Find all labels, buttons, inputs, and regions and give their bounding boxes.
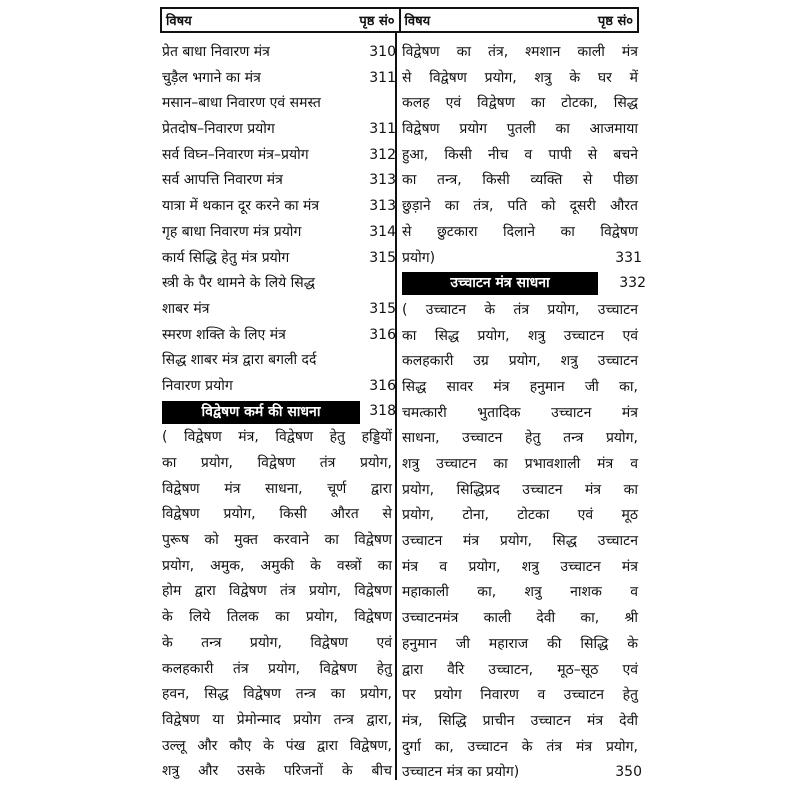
- index-entry: निवारण प्रयोग 316: [162, 377, 396, 394]
- index-entry: से विद्वेषण प्रयोग, शत्रु के घर में: [402, 69, 638, 86]
- header-subject-label: विषय: [166, 14, 192, 29]
- index-entry: सर्व आपत्ति निवारण मंत्र 313: [162, 172, 396, 189]
- index-entry: चुड़ैल भगाने का मंत्र 311: [162, 69, 396, 86]
- body-line: का सिद्ध प्रयोग, शत्रु उच्चाटन एवं: [402, 327, 638, 344]
- body-line: कलहकारी तंत्र प्रयोग, विद्वेषण हेतु: [162, 660, 392, 677]
- header-left: [162, 9, 401, 31]
- index-entry: हुआ, किसी नीच व पापी से बचने: [402, 146, 638, 163]
- body-line: सिद्ध सावर मंत्र हनुमान जी का,: [402, 378, 638, 395]
- table-header: [160, 7, 639, 33]
- body-line: महाकाली का, शत्रु नाशक व: [402, 584, 638, 601]
- body-line: शत्रु और उसके परिजनों के बीच: [162, 763, 392, 780]
- index-entry: मसान–बाधा निवारण एवं समस्त: [162, 95, 321, 112]
- body-line: कलहकारी उग्र प्रयोग, शत्रु उच्चाटन: [402, 353, 638, 370]
- body-line: ( विद्वेषण मंत्र, विद्वेषण हेतु हड्डियों: [162, 429, 392, 446]
- section-title-uchchatan: उच्चाटन मंत्र साधना: [402, 272, 598, 295]
- index-entry: का तन्त्र, किसी व्यक्ति से पीछा: [402, 172, 638, 189]
- body-line: पुरूष को मुक्त करवाने का विद्वेषण: [162, 532, 392, 549]
- index-entry: स्त्री के पैर थामने के लिये सिद्ध: [162, 275, 315, 292]
- body-line: के लिये तिलक का प्रयोग, विद्वेषण: [162, 609, 392, 626]
- body-line: विद्वेषण मंत्र साधना, चूर्ण द्वारा: [162, 480, 392, 497]
- index-entry: गृह बाधा निवारण मंत्र प्रयोग 314: [162, 223, 396, 240]
- body-line: होम द्वारा विद्वेषण तंत्र प्रयोग, विद्वेषण: [162, 583, 392, 600]
- body-line: चमत्कारी भुतादिक उच्चाटन मंत्र: [402, 404, 638, 421]
- body-line: ( उच्चाटन के तंत्र प्रयोग, उच्चाटन: [402, 301, 638, 318]
- index-entry: से छुटकारा दिलाने का विद्वेषण: [402, 223, 638, 240]
- header-right: [401, 9, 638, 31]
- body-line: उच्चाटन मंत्र प्रयोग, सिद्ध उच्चाटन: [402, 533, 638, 550]
- body-line: के तन्त्र प्रयोग, विद्वेषण एवं: [162, 634, 392, 651]
- left-column: [162, 40, 396, 785]
- body-line: हवन, सिद्ध विद्वेषण तन्त्र का प्रयोग,: [162, 686, 392, 703]
- section-page: 332: [619, 275, 646, 292]
- body-line: मंत्र व प्रयोग, शत्रु उच्चाटन मंत्र: [402, 558, 638, 575]
- index-entry: प्रेतदोष–निवारण प्रयोग 311: [162, 121, 396, 138]
- body-line: हनुमान जी महाराज की सिद्धि के: [402, 635, 638, 652]
- index-entry: प्रयोग) 331: [402, 249, 642, 266]
- index-entry: यात्रा में थकान दूर करने का मंत्र 313: [162, 198, 396, 215]
- section-heading-row: [162, 400, 396, 426]
- header-subject-label: विषय: [404, 14, 431, 29]
- body-line: विद्वेषण या प्रेमोन्माद प्रयोग तन्त्र द्वारा,: [162, 711, 392, 728]
- body-line: उल्लू और कौए के पंख द्वारा विद्वेषण,: [162, 737, 392, 754]
- body-line: का प्रयोग, विद्वेषण तंत्र प्रयोग,: [162, 455, 392, 471]
- body-line: विद्वेषण प्रयोग, किसी औरत से: [162, 506, 392, 523]
- body-line: द्वारा वैरि उच्चाटन, मूठ–सूठ एवं: [402, 661, 638, 678]
- body-line: प्रयोग, सिद्धिप्रद उच्चाटन मंत्र का: [402, 481, 638, 498]
- section-heading-row: [402, 272, 646, 298]
- right-column: [402, 40, 646, 786]
- body-line: साधना, उच्चाटन हेतु तन्त्र प्रयोग,: [402, 430, 638, 447]
- index-entry: कार्य सिद्धि हेतु मंत्र प्रयोग 315: [162, 249, 396, 266]
- header-page-label: पृष्ठ सं०: [359, 14, 395, 29]
- body-line: प्रयोग, टोना, टोटका एवं मूठ: [402, 507, 638, 524]
- body-line: मंत्र, सिद्धि प्राचीन उच्चाटन मंत्र देवी: [402, 712, 638, 729]
- header-page-label: पृष्ठ सं०: [597, 14, 633, 29]
- index-entry: शाबर मंत्र 315: [162, 300, 396, 317]
- body-line: शत्रु उच्चाटन का प्रभावशाली मंत्र व: [402, 456, 638, 472]
- body-line: पर प्रयोग निवारण व उच्चाटन हेतु: [402, 687, 638, 704]
- index-entry: सिद्ध शाबर मंत्र द्वारा बगली दर्द: [162, 352, 317, 369]
- section-title-vidveshan: विद्वेषण कर्म की साधना: [162, 401, 360, 424]
- body-line: प्रयोग, अमुक, अमुकी के वस्त्रों का: [162, 557, 392, 574]
- section-page: 318: [369, 402, 396, 419]
- index-entry: प्रेत बाधा निवारण मंत्र 310: [162, 44, 396, 60]
- index-entry: कलह एवं विद्वेषण का टोटका, सिद्ध: [402, 95, 638, 112]
- body-line: उच्चाटनमंत्र काली देवी का, श्री: [402, 610, 638, 627]
- index-entry: विद्वेषण प्रयोग पुतली का आजमाया: [402, 121, 638, 138]
- index-entry: स्मरण शक्ति के लिए मंत्र 316: [162, 326, 396, 343]
- index-entry: विद्वेषण का तंत्र, श्मशान काली मंत्र: [402, 44, 638, 60]
- index-entry: उच्चाटन मंत्र का प्रयोग) 350: [402, 764, 642, 781]
- body-line: दुर्गा का, उच्चाटन के तंत्र मंत्र प्रयोग,: [402, 738, 638, 755]
- index-entry: छुड़ाने का तंत्र, पति को दूसरी औरत: [402, 198, 638, 215]
- index-entry: सर्व विघ्न–निवारण मंत्र–प्रयोग 312: [162, 146, 396, 163]
